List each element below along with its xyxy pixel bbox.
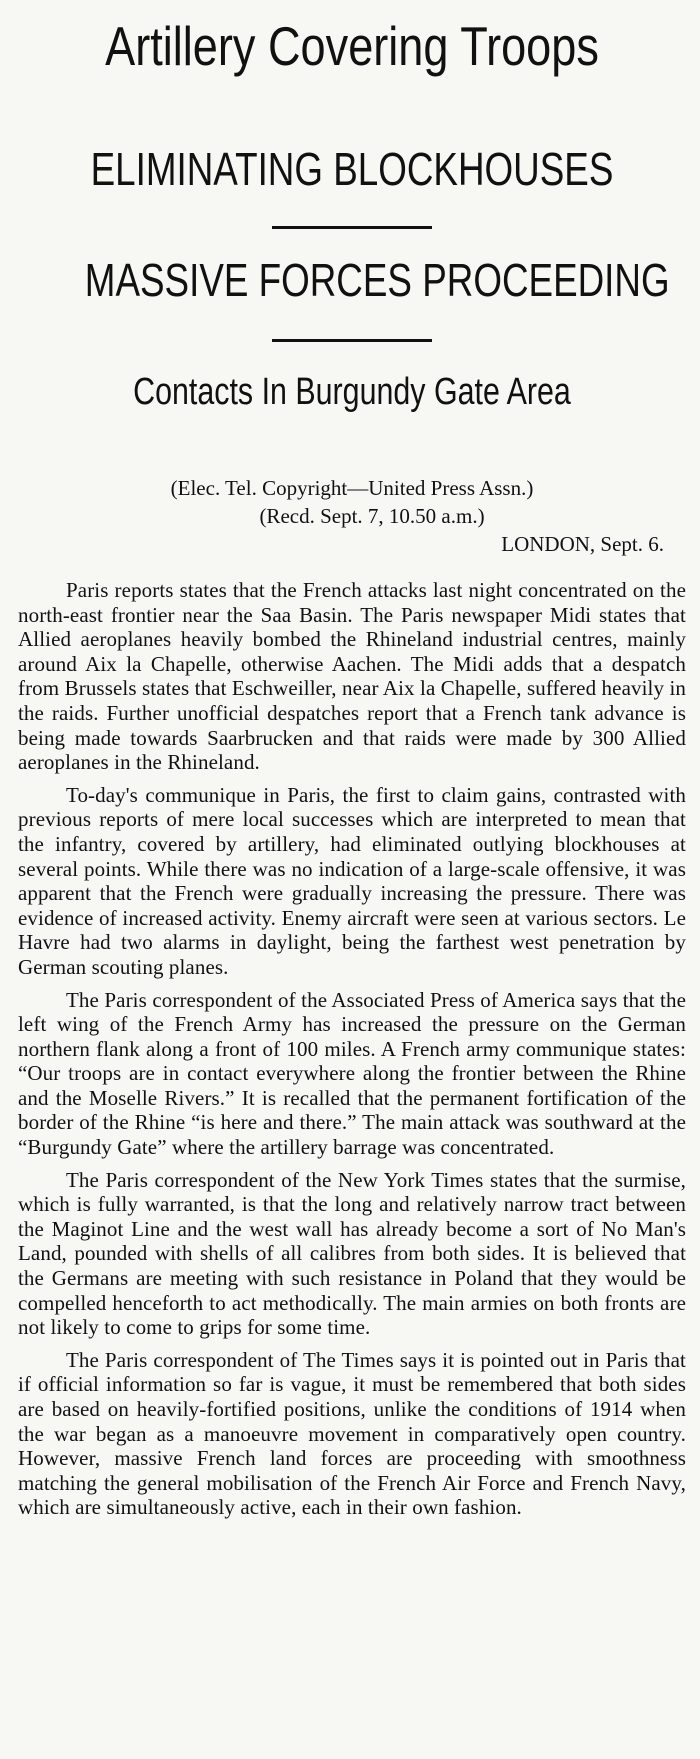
article-paragraph: The Paris correspondent of The Times says it is pointed out in Paris that if official information so far is vague, it must be remembered that both sides are based on heavily-fortified positions, unlike the conditions of 1914 when the war began as a manoeuvre movement in comparatively open country. However, massive French land forces are proceeding with smoothness matching the general mobilisation of the French Air Force and French Navy, which are simultaneously active, each in their own fashion. <box>18 1347 686 1520</box>
received-credit: (Recd. Sept. 7, 10.50 a.m.) <box>259 504 485 528</box>
headline-divider <box>272 226 432 229</box>
subheadline-burgundy-gate: Contacts In Burgundy Gate Area <box>133 371 571 413</box>
dateline: LONDON, Sept. 6. <box>501 532 664 556</box>
subheadline-massive-forces: MASSIVE FORCES PROCEEDING <box>84 254 670 306</box>
copyright-credit: (Elec. Tel. Copyright—United Press Assn.) <box>170 476 534 500</box>
article-paragraph: Paris reports states that the French attacks last night concentrated on the north-east frontier near the Saa Basin. The Paris newspaper Midi states that Allied aeroplanes heavily bombed the Rhineland industrial centres, mainly around Aix la Chapelle, otherwise Aachen. The Midi adds that a despatch from Brussels states that Eschweiller, near Aix la Chapelle, suffered heavily in the raids. Further unofficial despatches report that a French tank advance is being made towards Saarbrucken and that raids were made by 300 Allied aeroplanes in the Rhineland. <box>18 578 686 775</box>
article-paragraph: To-day's communique in Paris, the first to claim gains, contrasted with previous reports of mere local successes which are interpreted to mean that the infantry, covered by artillery, had eliminated outlying blockhouses at several points. While there was no indication of a large-scale offensive, it was apparent that the French were gradually increasing the pressure. There was evidence of increased activity. Enemy aircraft were seen at various sectors. Le Havre had two alarms in daylight, being the farthest west penetration by German scouting planes. <box>18 782 686 979</box>
headline-divider <box>272 339 432 342</box>
article-body <box>18 578 686 1520</box>
main-headline: Artillery Covering Troops <box>105 15 599 77</box>
subheadline-blockhouses: ELIMINATING BLOCKHOUSES <box>90 143 614 195</box>
article-paragraph: The Paris correspondent of the Associated Press of America says that the left wing of the French Army has increased the pressure on the German northern flank along a front of 100 miles. A French army communique states: “Our troops are in contact everywhere along the frontier between the Rhine and the Moselle Rivers.” It is recalled that the permanent fortification of the border of the Rhine “is here and there.” The main attack was southward at the “Burgundy Gate” where the artillery barrage was concentrated. <box>18 987 686 1160</box>
article-paragraph: The Paris correspondent of the New York Times states that the surmise, which is fully warranted, is that the long and relatively narrow tract between the Maginot Line and the west wall has already become a sort of No Man's Land, pounded with shells of all calibres from both sides. It is believed that the Germans are meeting with such resistance in Poland that they would be compelled henceforth to act methodically. The main armies on both fronts are not likely to come to grips for some time. <box>18 1167 686 1340</box>
